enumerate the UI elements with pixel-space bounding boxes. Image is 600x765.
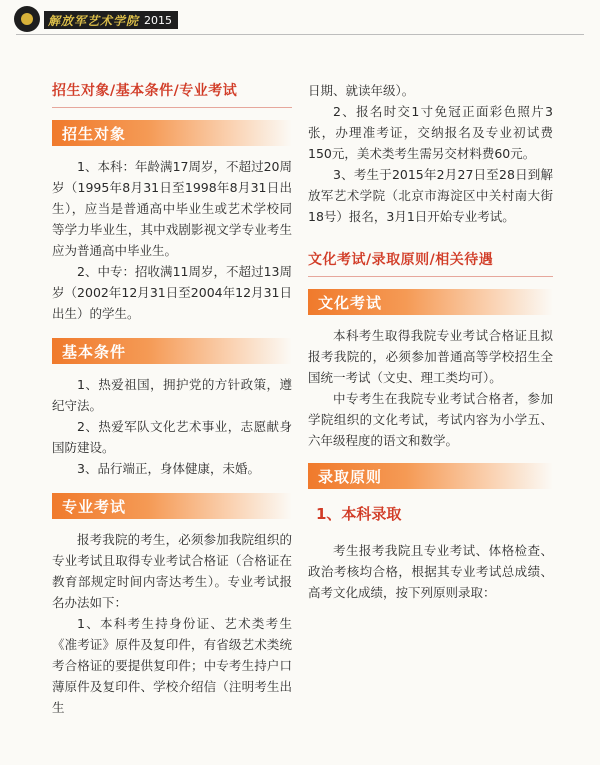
banner-admission-principles: 录取原则 (308, 463, 553, 489)
paragraph-condition-1: 1、热爱祖国，拥护党的方针政策，遵纪守法。 (52, 377, 292, 413)
left-column (52, 80, 292, 718)
paragraph-admission-rules: 考生报考我院且专业考试、体格检查、政治考核均合格，根据其专业考试总成绩、高考文化成绩，按下列原则录取： (308, 543, 553, 600)
brand-name: 解放军艺术学院 (48, 13, 140, 28)
paragraph-registration-3: 3、考生于2015年2月27日至28日到解放军艺术学院（北京市海淀区中关村南大街18号）报名，3月1日开始专业考试。 (308, 167, 553, 224)
banner-enrollment-targets: 招生对象 (52, 120, 292, 146)
page-header (0, 0, 600, 40)
subhead-undergrad-admission: 1、本科录取 (316, 505, 402, 523)
banner-professional-exam: 专业考试 (52, 493, 292, 519)
paragraph-culture-secondary: 中专考生在我院专业考试合格者，参加学院组织的文化考试，考试内容为小学五、六年级程度的语文和数学。 (308, 391, 553, 448)
header-divider (16, 34, 584, 35)
paragraph-registration-2: 2、报名时交1寸免冠正面彩色照片3张，办理准考证，交纳报名及专业初试费150元，美术类考生需另交材料费60元。 (308, 104, 553, 161)
paragraph-registration-cont: 日期、就读年级）。 (308, 83, 415, 98)
brand-year: 2015 (144, 13, 173, 27)
paragraph-secondary-age: 2、中专：招收满11周岁，不超过13周岁（2002年12月31日至2004年12月31日出生）的学生。 (52, 264, 292, 321)
paragraph-exam-intro: 报考我院的考生，必须参加我院组织的专业考试且取得专业考试合格证（合格证在教育部规定时间内寄达考生）。专业考试报名办法如下： (52, 532, 292, 610)
academy-logo-icon (14, 6, 40, 32)
paragraph-condition-2: 2、热爱军队文化艺术事业，志愿献身国防建设。 (52, 419, 292, 455)
header-brand (44, 11, 178, 29)
paragraph-condition-3: 3、品行端正，身体健康，未婚。 (77, 461, 260, 476)
right-column (308, 80, 553, 603)
banner-culture-exam: 文化考试 (308, 289, 553, 315)
section-title-enrollment: 招生对象/基本条件/专业考试 (52, 80, 292, 108)
paragraph-undergrad-age: 1、本科：年龄满17周岁，不超过20周岁（1995年8月31日至1998年8月31日出生），应当是普通高中毕业生或艺术学校同等学力毕业生，其中戏剧影视文学专业考生应为普通高中毕业生。 (52, 159, 292, 258)
banner-basic-conditions: 基本条件 (52, 338, 292, 364)
paragraph-culture-undergrad: 本科考生取得我院专业考试合格证且拟报考我院的，必须参加普通高等学校招生全国统一考试（文史、理工类均可）。 (308, 328, 553, 385)
section-title-culture: 文化考试/录取原则/相关待遇 (308, 249, 553, 277)
paragraph-exam-registration-1: 1、本科考生持身份证、艺术类考生《准考证》原件及复印件，有省级艺术类统考合格证的要提供复印件；中专考生持户口薄原件及复印件、学校介绍信（注明考生出生 (52, 616, 292, 715)
